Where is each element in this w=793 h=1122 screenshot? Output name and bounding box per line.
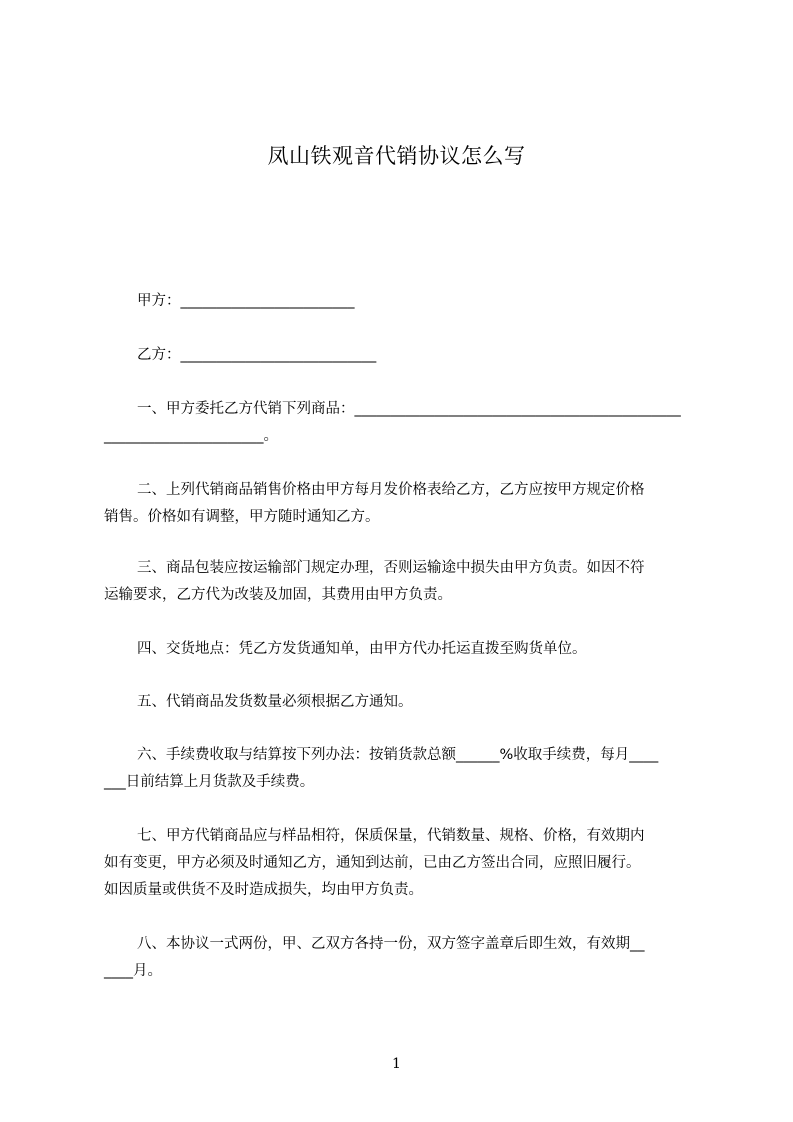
clause-8-line-1: 八、本协议一式两份，甲、乙双方各持一份，双方签字盖章后即生效，有效期__ [137,936,645,952]
clause-5: 五、代销商品发货数量必须根据乙方通知。 [137,694,413,710]
clause-7-line-2: 如有变更，甲方必须及时通知乙方，通知到达前，已由乙方签出合同，应照旧履行。 [104,855,641,871]
clause-3-line-1: 三、商品包装应按运输部门规定办理，否则运输途中损失由甲方负责。如因不符 [137,560,645,576]
clause-6-line-2: ___日前结算上月货款及手续费。 [104,774,315,790]
document-title: 凤山铁观音代销协议怎么写 [267,144,526,168]
party-a-line: 甲方：________________________ [137,293,355,309]
party-b-line: 乙方：___________________________ [137,347,377,363]
clause-2-line-2: 销售。价格如有调整，甲方随时通知乙方。 [104,509,380,525]
clause-1-line-1: 一、甲方委托乙方代销下列商品：_____________________________________________ [137,401,681,417]
clause-1-line-2: ______________________。 [104,428,278,444]
clause-4: 四、交货地点：凭乙方发货通知单，由甲方代办托运直拨至购货单位。 [137,641,587,657]
clause-3-line-2: 运输要求，乙方代为改装及加固，其费用由甲方负责。 [104,587,452,603]
clause-8-line-2: ____月。 [104,963,162,979]
clause-7-line-3: 如因质量或供货不及时造成损失，均由甲方负责。 [104,882,423,898]
clause-2-line-1: 二、上列代销商品销售价格由甲方每月发价格表给乙方，乙方应按甲方规定价格 [137,482,645,498]
page-number: 1 [392,1056,401,1072]
clause-6-line-1: 六、手续费收取与结算按下列办法：按销货款总额______%收取手续费，每月____ [137,747,659,763]
clause-7-line-1: 七、甲方代销商品应与样品相符，保质保量，代销数量、规格、价格，有效期内 [137,828,645,844]
